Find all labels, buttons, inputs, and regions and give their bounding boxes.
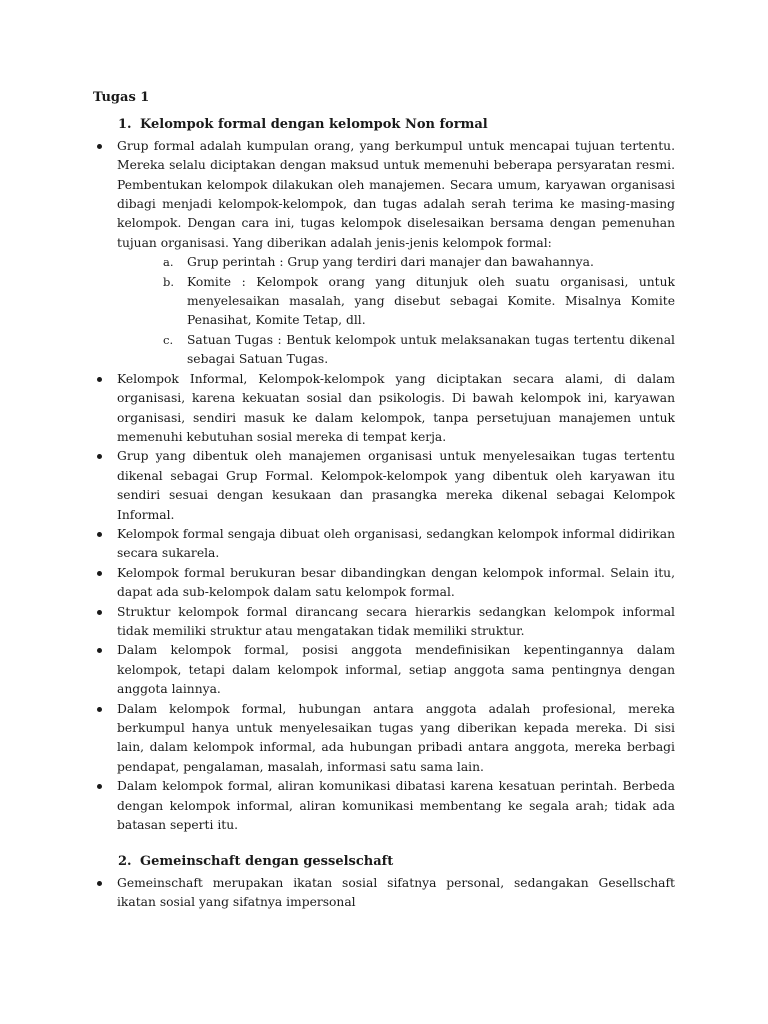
- sub-list-text: Satuan Tugas : Bentuk kelompok untuk melaksanakan tugas tertentu dikenal sebagai Satuan Tugas.: [187, 332, 675, 367]
- sub-list-item: [117, 331, 675, 370]
- list-item-text: Grup formal adalah kumpulan orang, yang berkumpul untuk mencapai tujuan tertentu. Mereka selalu diciptakan dengan maksud untuk memenuhi beberapa persyaratan resmi. Pembentukan kelompok dilakukan oleh manajemen. Secara umum, karyawan organisasi dibagi menjadi kelompok-kelompok, dan tugas adalah serah terima ke masing-masing kelompok. Dengan cara ini, tugas kelompok diselesaikan bersama dengan pemenuhan tujuan organisasi. Yang diberikan adalah jenis-jenis kelompok formal:: [117, 138, 675, 250]
- sub-list-marker: a.: [163, 255, 174, 270]
- sub-list-item: [117, 253, 675, 272]
- sub-list-item: [117, 273, 675, 331]
- section-number: 2.: [118, 854, 132, 870]
- section-heading: [93, 115, 675, 134]
- sub-list-marker: c.: [163, 332, 174, 347]
- sub-list-marker: b.: [163, 274, 175, 289]
- section-title: Kelompok formal dengan kelompok Non formal: [140, 117, 488, 133]
- bullet-list: [93, 874, 675, 913]
- list-item: Dalam kelompok formal, posisi anggota mendefinisikan kepentingannya dalam kelompok, tetapi dalam kelompok informal, setiap anggota sama pentingnya dengan anggota lainnya.: [93, 641, 675, 699]
- list-item: [93, 137, 675, 370]
- section-heading: [93, 852, 675, 871]
- list-item: Kelompok Informal, Kelompok-kelompok yang diciptakan secara alami, di dalam organisasi, karena kekuatan sosial dan psikologis. Di bawah kelompok ini, karyawan organisasi, sendiri masuk ke dalam kelompok, tanpa persetujuan manajemen untuk memenuhi kebutuhan sosial mereka di tempat kerja.: [93, 370, 675, 448]
- list-item: Kelompok formal berukuran besar dibandingkan dengan kelompok informal. Selain itu, dapat ada sub-kelompok dalam satu kelompok formal.: [93, 564, 675, 603]
- sub-list-text: Grup perintah : Grup yang terdiri dari manajer dan bawahannya.: [187, 255, 594, 270]
- list-item: Dalam kelompok formal, hubungan antara anggota adalah profesional, mereka berkumpul hanya untuk menyelesaikan tugas yang diberikan kepada mereka. Di sisi lain, dalam kelompok informal, ada hubungan pribadi antara anggota, mereka berbagi pendapat, pengalaman, masalah, informasi satu sama lain.: [93, 700, 675, 778]
- sub-list: [117, 253, 675, 369]
- section-spacer: [93, 835, 675, 852]
- section-number: 1.: [118, 117, 132, 133]
- list-item: Grup yang dibentuk oleh manajemen organisasi untuk menyelesaikan tugas tertentu dikenal sebagai Grup Formal. Kelompok-kelompok yang dibentuk oleh karyawan itu sendiri sesuai dengan kesukaan dan prasangka mereka dikenal sebagai Kelompok Informal.: [93, 447, 675, 525]
- list-item: Struktur kelompok formal dirancang secara hierarkis sedangkan kelompok informal tidak memiliki struktur atau mengatakan tidak memiliki struktur.: [93, 603, 675, 642]
- section-title: Gemeinschaft dengan gesselschaft: [140, 854, 394, 870]
- list-item: Gemeinschaft merupakan ikatan sosial sifatnya personal, sedangakan Gesellschaft ikatan sosial yang sifatnya impersonal: [93, 874, 675, 913]
- document-title: Tugas 1: [93, 90, 150, 105]
- list-item: Kelompok formal sengaja dibuat oleh organisasi, sedangkan kelompok informal didirikan secara sukarela.: [93, 525, 675, 564]
- bullet-list: [93, 137, 675, 836]
- list-item: Dalam kelompok formal, aliran komunikasi dibatasi karena kesatuan perintah. Berbeda dengan kelompok informal, aliran komunikasi membentang ke segala arah; tidak ada batasan seperti itu.: [93, 777, 675, 835]
- sub-list-text: Komite : Kelompok orang yang ditunjuk oleh suatu organisasi, untuk menyelesaikan masalah, yang disebut sebagai Komite. Misalnya Komite Penasihat, Komite Tetap, dll.: [187, 274, 675, 328]
